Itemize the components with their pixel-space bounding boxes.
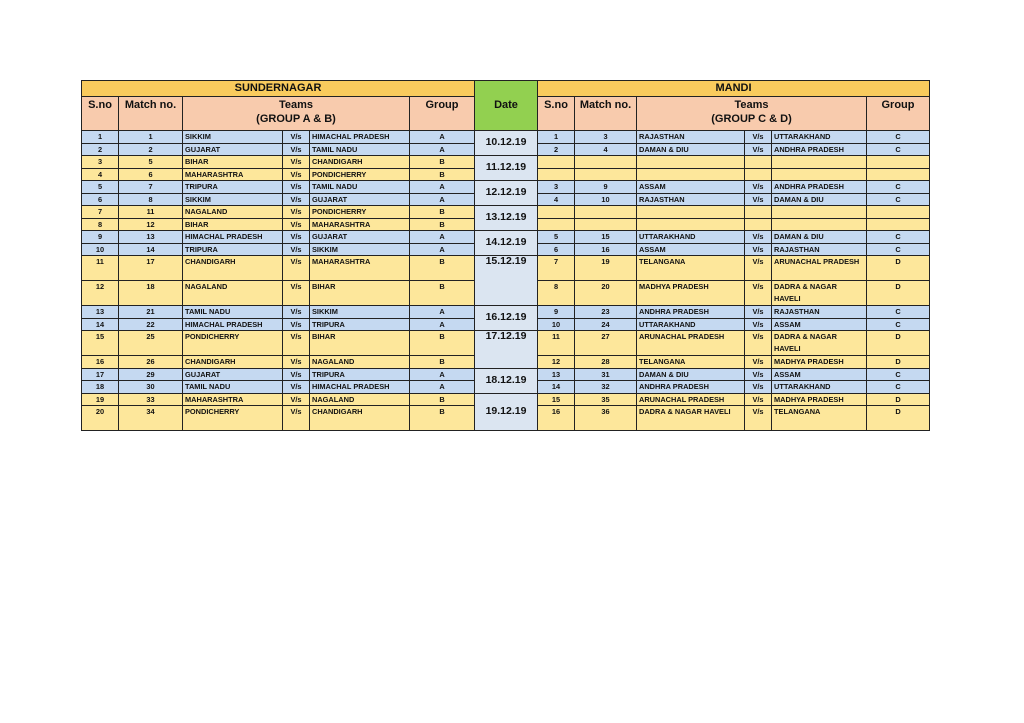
right-sno-cell: 15 — [538, 393, 575, 406]
right-group-cell: C — [867, 381, 930, 394]
left-sno-cell: 3 — [82, 156, 119, 169]
right-team2-cell: MADHYA PRADESH — [772, 393, 867, 406]
right-match-cell: 4 — [575, 143, 637, 156]
right-team1-cell: UTTARAKHAND — [637, 231, 745, 244]
left-group-cell: A — [410, 243, 475, 256]
right-match-cell: 27 — [575, 331, 637, 356]
right-vs-cell — [745, 156, 772, 169]
left-team1-cell: SIKKIM — [183, 193, 283, 206]
left-sno-cell: 7 — [82, 206, 119, 219]
right-vs-cell: V/s — [745, 281, 772, 306]
right-match-cell — [575, 156, 637, 169]
left-vs-cell: V/s — [283, 256, 310, 281]
left-match-cell: 13 — [119, 231, 183, 244]
left-team1-cell: BIHAR — [183, 218, 283, 231]
right-match-cell — [575, 218, 637, 231]
right-group-cell — [867, 206, 930, 219]
left-vs-cell: V/s — [283, 318, 310, 331]
left-team2-cell: MAHARASHTRA — [310, 256, 410, 281]
right-group-cell: C — [867, 181, 930, 194]
left-sno-cell: 5 — [82, 181, 119, 194]
right-group-cell: C — [867, 143, 930, 156]
left-team2-cell: SIKKIM — [310, 243, 410, 256]
right-vs-cell: V/s — [745, 256, 772, 281]
match-date-cell: 12.12.19 — [475, 181, 538, 206]
match-date-cell: 16.12.19 — [475, 306, 538, 331]
left-vs-cell: V/s — [283, 306, 310, 319]
left-match-cell: 2 — [119, 143, 183, 156]
right-sno-cell: 7 — [538, 256, 575, 281]
right-vs-cell: V/s — [745, 243, 772, 256]
right-sno-cell: 11 — [538, 331, 575, 356]
right-match-cell — [575, 168, 637, 181]
left-match-cell: 22 — [119, 318, 183, 331]
left-sno-cell: 1 — [82, 131, 119, 144]
right-group-cell: D — [867, 406, 930, 431]
right-vs-cell: V/s — [745, 318, 772, 331]
right-vs-cell: V/s — [745, 143, 772, 156]
left-team2-cell: TRIPURA — [310, 368, 410, 381]
right-team1-cell — [637, 206, 745, 219]
right-match-cell: 28 — [575, 356, 637, 369]
left-team1-cell: MAHARASHTRA — [183, 393, 283, 406]
right-sno-cell: 13 — [538, 368, 575, 381]
left-group-cell: A — [410, 181, 475, 194]
table-row — [82, 131, 930, 144]
left-sno-cell: 9 — [82, 231, 119, 244]
right-sno-cell — [538, 168, 575, 181]
left-match-cell: 7 — [119, 181, 183, 194]
left-team2-cell: NAGALAND — [310, 356, 410, 369]
left-team2-cell: SIKKIM — [310, 306, 410, 319]
left-team1-cell: SIKKIM — [183, 131, 283, 144]
left-vs-cell: V/s — [283, 406, 310, 431]
right-sno-cell: 1 — [538, 131, 575, 144]
right-group-cell: C — [867, 131, 930, 144]
left-group-cell: B — [410, 218, 475, 231]
venue-right-title: MANDI — [538, 81, 930, 97]
left-match-cell: 29 — [119, 368, 183, 381]
match-date-cell: 15.12.19 — [475, 256, 538, 306]
left-group-cell: B — [410, 393, 475, 406]
left-sno-cell: 16 — [82, 356, 119, 369]
left-match-cell: 33 — [119, 393, 183, 406]
right-team2-cell: DAMAN & DIU — [772, 193, 867, 206]
right-team2-cell: RAJASTHAN — [772, 306, 867, 319]
left-vs-cell: V/s — [283, 368, 310, 381]
left-group-cell: A — [410, 131, 475, 144]
left-group-cell: B — [410, 331, 475, 356]
left-group-cell: B — [410, 356, 475, 369]
right-group-cell: D — [867, 256, 930, 281]
right-vs-cell: V/s — [745, 231, 772, 244]
left-vs-cell: V/s — [283, 356, 310, 369]
left-vs-cell: V/s — [283, 181, 310, 194]
left-match-cell: 8 — [119, 193, 183, 206]
right-group-cell: C — [867, 306, 930, 319]
left-match-cell: 14 — [119, 243, 183, 256]
left-team1-cell: TAMIL NADU — [183, 381, 283, 394]
table-row — [82, 331, 930, 356]
left-sno-cell: 12 — [82, 281, 119, 306]
left-sno-cell: 11 — [82, 256, 119, 281]
right-team1-cell: MADHYA PRADESH — [637, 281, 745, 306]
right-sno-cell: 4 — [538, 193, 575, 206]
right-team1-cell: UTTARAKHAND — [637, 318, 745, 331]
right-vs-cell: V/s — [745, 131, 772, 144]
left-team2-cell: NAGALAND — [310, 393, 410, 406]
left-group-cell: A — [410, 368, 475, 381]
right-vs-cell — [745, 218, 772, 231]
left-group-cell: A — [410, 143, 475, 156]
left-vs-cell: V/s — [283, 168, 310, 181]
left-team2-cell: TRIPURA — [310, 318, 410, 331]
left-team2-cell: CHANDIGARH — [310, 406, 410, 431]
table-row — [82, 156, 930, 169]
match-schedule-table — [81, 80, 930, 431]
right-vs-cell: V/s — [745, 368, 772, 381]
left-vs-cell: V/s — [283, 143, 310, 156]
right-group-cell: D — [867, 356, 930, 369]
right-sno-cell: 6 — [538, 243, 575, 256]
left-team2-cell: PONDICHERRY — [310, 168, 410, 181]
right-group-cell: C — [867, 243, 930, 256]
left-match-cell: 25 — [119, 331, 183, 356]
table-row — [82, 306, 930, 319]
left-team2-cell: TAMIL NADU — [310, 181, 410, 194]
right-sno-cell: 9 — [538, 306, 575, 319]
group-header-left: Group — [410, 97, 475, 131]
right-match-cell: 36 — [575, 406, 637, 431]
right-match-cell: 15 — [575, 231, 637, 244]
right-team1-cell: ASSAM — [637, 243, 745, 256]
sno-header-left: S.no — [82, 97, 119, 131]
right-team2-cell — [772, 156, 867, 169]
right-group-cell: D — [867, 281, 930, 306]
right-group-cell: D — [867, 393, 930, 406]
right-vs-cell: V/s — [745, 406, 772, 431]
match-header-right: Match no. — [575, 97, 637, 131]
right-vs-cell: V/s — [745, 181, 772, 194]
left-vs-cell: V/s — [283, 231, 310, 244]
left-team1-cell: TRIPURA — [183, 181, 283, 194]
left-match-cell: 17 — [119, 256, 183, 281]
left-vs-cell: V/s — [283, 331, 310, 356]
left-team2-cell: GUJARAT — [310, 193, 410, 206]
venue-left-title: SUNDERNAGAR — [82, 81, 475, 97]
left-team2-cell: BIHAR — [310, 281, 410, 306]
table-row — [82, 181, 930, 194]
left-group-cell: B — [410, 256, 475, 281]
left-team1-cell: NAGALAND — [183, 206, 283, 219]
right-team2-cell: ASSAM — [772, 318, 867, 331]
left-group-cell: A — [410, 193, 475, 206]
table-row — [82, 368, 930, 381]
left-team1-cell: GUJARAT — [183, 368, 283, 381]
right-group-cell: D — [867, 331, 930, 356]
right-match-cell: 19 — [575, 256, 637, 281]
left-group-cell: B — [410, 406, 475, 431]
left-vs-cell: V/s — [283, 281, 310, 306]
right-team2-cell: UTTARAKHAND — [772, 131, 867, 144]
left-sno-cell: 10 — [82, 243, 119, 256]
right-group-cell: C — [867, 318, 930, 331]
right-team1-cell: ANDHRA PRADESH — [637, 381, 745, 394]
teams-header-left — [183, 97, 410, 131]
left-sno-cell: 15 — [82, 331, 119, 356]
right-group-cell: C — [867, 231, 930, 244]
right-match-cell: 31 — [575, 368, 637, 381]
left-match-cell: 34 — [119, 406, 183, 431]
right-team1-cell: RAJASTHAN — [637, 193, 745, 206]
right-sno-cell: 5 — [538, 231, 575, 244]
right-team2-cell: ARUNACHAL PRADESH — [772, 256, 867, 281]
left-team1-cell: HIMACHAL PRADESH — [183, 318, 283, 331]
left-sno-cell: 13 — [82, 306, 119, 319]
left-vs-cell: V/s — [283, 381, 310, 394]
right-match-cell: 24 — [575, 318, 637, 331]
left-sno-cell: 6 — [82, 193, 119, 206]
match-date-cell: 19.12.19 — [475, 393, 538, 431]
left-team2-cell: PONDICHERRY — [310, 206, 410, 219]
left-team2-cell: HIMACHAL PRADESH — [310, 381, 410, 394]
left-sno-cell: 19 — [82, 393, 119, 406]
right-sno-cell: 16 — [538, 406, 575, 431]
right-team2-cell: ANDHRA PRADESH — [772, 143, 867, 156]
left-team1-cell: CHANDIGARH — [183, 356, 283, 369]
right-team1-cell: TELANGANA — [637, 256, 745, 281]
left-team1-cell: TAMIL NADU — [183, 306, 283, 319]
left-vs-cell: V/s — [283, 206, 310, 219]
right-sno-cell — [538, 206, 575, 219]
right-team1-cell: DAMAN & DIU — [637, 368, 745, 381]
right-team2-cell: TELANGANA — [772, 406, 867, 431]
right-team2-cell: DADRA & NAGAR HAVELI — [772, 331, 867, 356]
right-group-cell — [867, 156, 930, 169]
left-team1-cell: HIMACHAL PRADESH — [183, 231, 283, 244]
left-sno-cell: 17 — [82, 368, 119, 381]
groups-label-left: (GROUP A & B) — [256, 113, 336, 125]
left-sno-cell: 2 — [82, 143, 119, 156]
right-match-cell: 20 — [575, 281, 637, 306]
right-match-cell — [575, 206, 637, 219]
match-date-cell: 10.12.19 — [475, 131, 538, 156]
right-team2-cell: UTTARAKHAND — [772, 381, 867, 394]
right-group-cell: C — [867, 193, 930, 206]
right-team1-cell: DAMAN & DIU — [637, 143, 745, 156]
right-group-cell — [867, 168, 930, 181]
sno-header-right: S.no — [538, 97, 575, 131]
left-group-cell: A — [410, 306, 475, 319]
left-team1-cell: BIHAR — [183, 156, 283, 169]
left-team1-cell: PONDICHERRY — [183, 331, 283, 356]
match-date-cell: 13.12.19 — [475, 206, 538, 231]
left-team2-cell: MAHARASHTRA — [310, 218, 410, 231]
left-vs-cell: V/s — [283, 243, 310, 256]
match-date-cell: 11.12.19 — [475, 156, 538, 181]
left-match-cell: 5 — [119, 156, 183, 169]
left-sno-cell: 8 — [82, 218, 119, 231]
left-team2-cell: GUJARAT — [310, 231, 410, 244]
date-column-header: Date — [475, 81, 538, 131]
left-team1-cell: TRIPURA — [183, 243, 283, 256]
left-team1-cell: PONDICHERRY — [183, 406, 283, 431]
right-sno-cell: 8 — [538, 281, 575, 306]
left-sno-cell: 20 — [82, 406, 119, 431]
left-sno-cell: 18 — [82, 381, 119, 394]
left-team2-cell: TAMIL NADU — [310, 143, 410, 156]
right-vs-cell: V/s — [745, 331, 772, 356]
right-vs-cell: V/s — [745, 356, 772, 369]
table-row — [82, 393, 930, 406]
match-date-cell: 18.12.19 — [475, 368, 538, 393]
right-team2-cell: DADRA & NAGAR HAVELI — [772, 281, 867, 306]
left-sno-cell: 14 — [82, 318, 119, 331]
left-match-cell: 6 — [119, 168, 183, 181]
left-group-cell: A — [410, 318, 475, 331]
left-group-cell: B — [410, 206, 475, 219]
table-row — [82, 231, 930, 244]
right-team1-cell: ARUNACHAL PRADESH — [637, 331, 745, 356]
left-match-cell: 18 — [119, 281, 183, 306]
right-vs-cell: V/s — [745, 193, 772, 206]
groups-label-right: (GROUP C & D) — [711, 113, 792, 125]
right-team2-cell — [772, 168, 867, 181]
right-sno-cell: 3 — [538, 181, 575, 194]
right-team1-cell: ASSAM — [637, 181, 745, 194]
right-team1-cell — [637, 168, 745, 181]
right-match-cell: 16 — [575, 243, 637, 256]
right-team2-cell — [772, 206, 867, 219]
right-team1-cell — [637, 156, 745, 169]
right-match-cell: 23 — [575, 306, 637, 319]
left-team1-cell: NAGALAND — [183, 281, 283, 306]
left-group-cell: A — [410, 231, 475, 244]
right-vs-cell — [745, 168, 772, 181]
table-row — [82, 256, 930, 281]
left-team1-cell: MAHARASHTRA — [183, 168, 283, 181]
right-sno-cell — [538, 156, 575, 169]
right-team1-cell: ARUNACHAL PRADESH — [637, 393, 745, 406]
right-sno-cell: 14 — [538, 381, 575, 394]
left-group-cell: A — [410, 381, 475, 394]
left-team2-cell: HIMACHAL PRADESH — [310, 131, 410, 144]
right-match-cell: 35 — [575, 393, 637, 406]
left-vs-cell: V/s — [283, 131, 310, 144]
right-team2-cell: MADHYA PRADESH — [772, 356, 867, 369]
left-team1-cell: GUJARAT — [183, 143, 283, 156]
left-team2-cell: BIHAR — [310, 331, 410, 356]
right-vs-cell: V/s — [745, 306, 772, 319]
left-team2-cell: CHANDIGARH — [310, 156, 410, 169]
left-group-cell: B — [410, 281, 475, 306]
right-sno-cell: 10 — [538, 318, 575, 331]
right-team1-cell: DADRA & NAGAR HAVELI — [637, 406, 745, 431]
right-team2-cell: DAMAN & DIU — [772, 231, 867, 244]
right-match-cell: 10 — [575, 193, 637, 206]
right-team2-cell: RAJASTHAN — [772, 243, 867, 256]
right-match-cell: 9 — [575, 181, 637, 194]
left-match-cell: 21 — [119, 306, 183, 319]
left-match-cell: 11 — [119, 206, 183, 219]
right-match-cell: 32 — [575, 381, 637, 394]
left-match-cell: 12 — [119, 218, 183, 231]
left-vs-cell: V/s — [283, 218, 310, 231]
right-sno-cell — [538, 218, 575, 231]
right-team2-cell — [772, 218, 867, 231]
right-sno-cell: 2 — [538, 143, 575, 156]
left-vs-cell: V/s — [283, 156, 310, 169]
right-team1-cell — [637, 218, 745, 231]
right-team2-cell: ASSAM — [772, 368, 867, 381]
teams-label-right: Teams — [734, 99, 769, 111]
right-team1-cell: ANDHRA PRADESH — [637, 306, 745, 319]
teams-label-left: Teams — [278, 99, 314, 111]
right-vs-cell — [745, 206, 772, 219]
left-team1-cell: CHANDIGARH — [183, 256, 283, 281]
left-match-cell: 1 — [119, 131, 183, 144]
right-vs-cell: V/s — [745, 381, 772, 394]
left-sno-cell: 4 — [82, 168, 119, 181]
right-vs-cell: V/s — [745, 393, 772, 406]
left-group-cell: B — [410, 168, 475, 181]
match-date-cell: 14.12.19 — [475, 231, 538, 256]
right-team2-cell: ANDHRA PRADESH — [772, 181, 867, 194]
left-match-cell: 26 — [119, 356, 183, 369]
right-group-cell — [867, 218, 930, 231]
right-team1-cell: RAJASTHAN — [637, 131, 745, 144]
left-match-cell: 30 — [119, 381, 183, 394]
table-row — [82, 206, 930, 219]
group-header-right: Group — [867, 97, 930, 131]
match-header-left: Match no. — [119, 97, 183, 131]
right-match-cell: 3 — [575, 131, 637, 144]
left-group-cell: B — [410, 156, 475, 169]
match-date-cell: 17.12.19 — [475, 331, 538, 369]
left-vs-cell: V/s — [283, 193, 310, 206]
right-group-cell: C — [867, 368, 930, 381]
left-vs-cell: V/s — [283, 393, 310, 406]
right-team1-cell: TELANGANA — [637, 356, 745, 369]
right-sno-cell: 12 — [538, 356, 575, 369]
teams-header-right — [637, 97, 867, 131]
